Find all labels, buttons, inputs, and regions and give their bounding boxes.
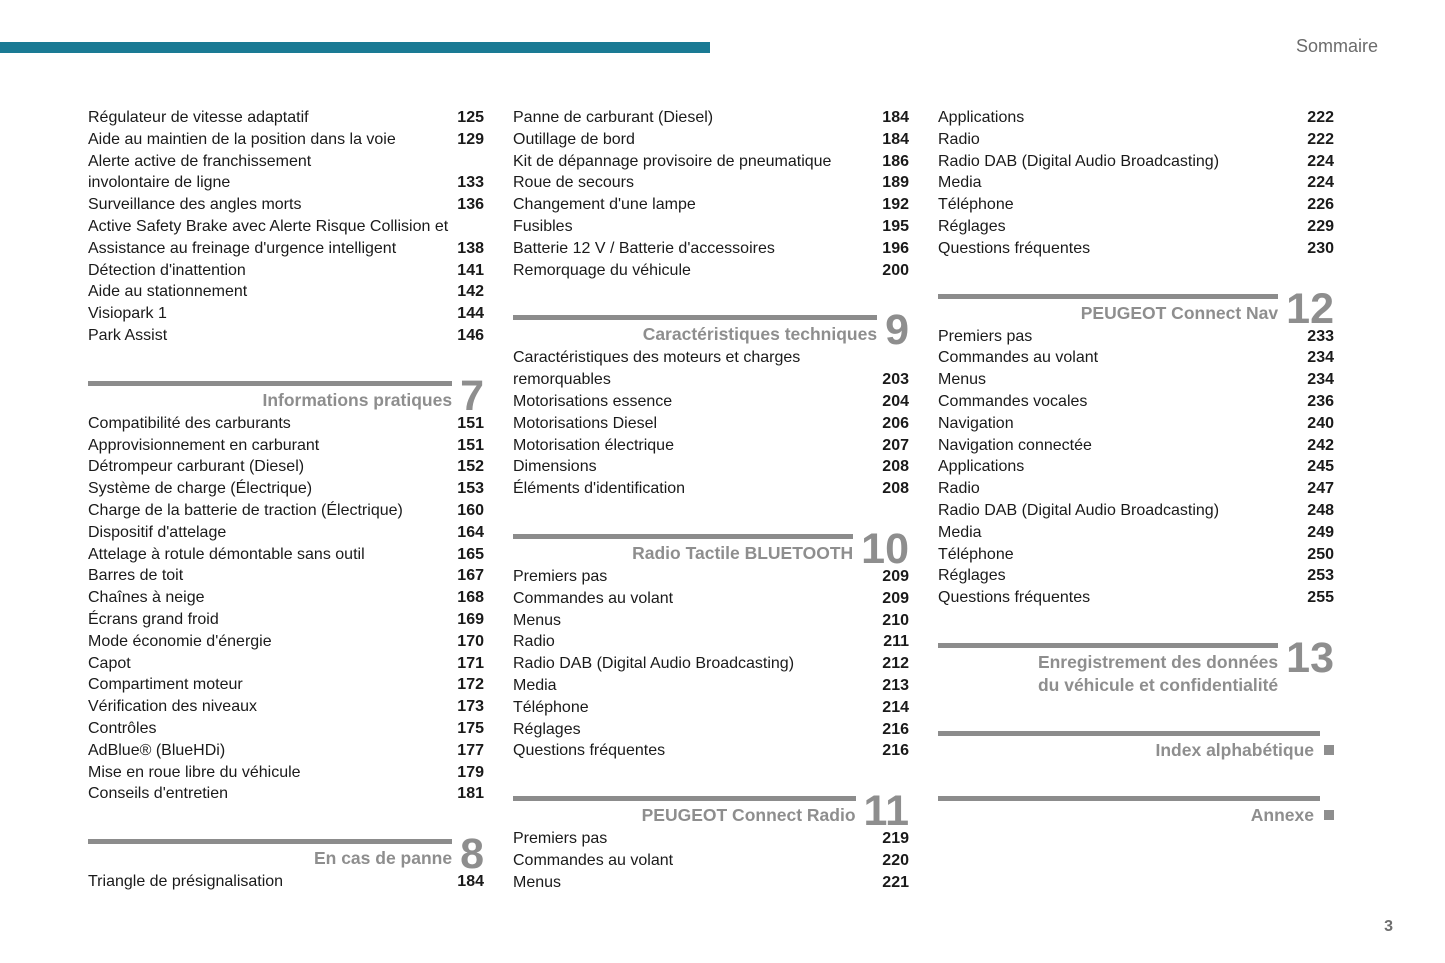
toc-entry xyxy=(513,216,909,238)
toc-entry xyxy=(938,544,1334,566)
toc-entry xyxy=(513,566,909,588)
section-header xyxy=(88,830,484,879)
section-title: Index alphabétique xyxy=(1155,739,1314,760)
section-title-line: Enregistrement des données xyxy=(1037,651,1279,672)
entry-page-number: 209 xyxy=(882,567,909,585)
entry-label: Téléphone xyxy=(938,545,1014,563)
toc-entry xyxy=(938,435,1334,457)
section-number: 8 xyxy=(460,830,484,879)
toc-entry xyxy=(513,740,909,762)
toc-entry xyxy=(88,107,484,129)
entry-label: Media xyxy=(938,174,982,192)
toc-entry xyxy=(513,653,909,675)
entry-label: Outillage de bord xyxy=(513,130,635,148)
entry-page-number: 192 xyxy=(882,196,909,214)
entry-page-number: 196 xyxy=(882,239,909,257)
entry-page-number: 219 xyxy=(882,830,909,848)
entry-page-number: 226 xyxy=(1307,196,1334,214)
entry-label: remorquables xyxy=(513,371,611,389)
toc-entry xyxy=(938,565,1334,587)
section-title xyxy=(938,648,1278,697)
section-header xyxy=(513,787,909,836)
section-header xyxy=(88,371,484,420)
toc-entry xyxy=(938,500,1334,522)
toc-entry xyxy=(88,871,484,893)
entry-label: Détrompeur carburant (Diesel) xyxy=(88,458,305,476)
entry-page-number: 245 xyxy=(1307,458,1334,476)
toc-entry xyxy=(513,435,909,457)
entry-label: Premiers pas xyxy=(938,327,1033,345)
entry-label: Commandes au volant xyxy=(513,589,674,607)
sommaire-label: Sommaire xyxy=(1295,36,1378,56)
entry-page-number: 208 xyxy=(882,458,909,476)
entry-page-number: 208 xyxy=(882,480,909,498)
entry-label: Remorquage du véhicule xyxy=(513,261,691,279)
entry-page-number: 212 xyxy=(882,655,909,673)
section-header xyxy=(513,306,909,355)
toc-entry xyxy=(88,260,484,282)
entry-page-number: 207 xyxy=(882,436,909,454)
entry-label: Système de charge (Électrique) xyxy=(88,480,313,498)
entry-label: Caractéristiques des moteurs et charges xyxy=(513,349,801,367)
entry-label: Questions fréquentes xyxy=(938,239,1091,257)
toc-entry xyxy=(88,129,484,151)
toc-entry xyxy=(88,478,484,500)
entry-page-number: 234 xyxy=(1307,371,1334,389)
entry-page-number: 184 xyxy=(882,130,909,148)
toc-entry xyxy=(88,456,484,478)
entry-label: Dispositif d'attelage xyxy=(88,523,227,541)
entry-page-number: 189 xyxy=(882,174,909,192)
section-head-left xyxy=(513,315,877,346)
entry-page-number: 165 xyxy=(457,545,484,563)
entry-label: Capot xyxy=(88,654,131,672)
toc-entry xyxy=(88,762,484,784)
section-title-line: du véhicule et confidentialité xyxy=(1037,674,1279,695)
section-head-left xyxy=(513,534,853,565)
entry-label: AdBlue® (BlueHDi) xyxy=(88,741,226,759)
entry-label: Écrans grand froid xyxy=(88,610,219,628)
entry-label: Radio xyxy=(938,480,980,498)
toc-entry xyxy=(513,129,909,151)
section-head-row xyxy=(513,306,909,355)
toc-column-1 xyxy=(88,107,484,894)
toc-entry xyxy=(513,391,909,413)
toc-entry xyxy=(88,783,484,805)
toc-entry xyxy=(88,216,484,238)
entry-page-number: 249 xyxy=(1307,523,1334,541)
entry-label: Réglages xyxy=(513,720,581,738)
entry-page-number: 151 xyxy=(457,414,484,432)
toc-entry xyxy=(938,347,1334,369)
entry-page-number: 184 xyxy=(882,109,909,126)
toc-entry xyxy=(88,303,484,325)
section-head-row xyxy=(938,284,1334,333)
entry-label: Commandes au volant xyxy=(938,349,1099,367)
toc-entry xyxy=(513,260,909,282)
entry-label: Aide au maintien de la position dans la voie xyxy=(88,130,396,148)
toc-entry xyxy=(513,872,909,894)
entry-page-number: 230 xyxy=(1307,239,1334,257)
section-header-plain xyxy=(938,796,1334,827)
section-title: Annexe xyxy=(1250,804,1314,825)
entry-page-number: 248 xyxy=(1307,501,1334,519)
entry-label: Alerte active de franchissement xyxy=(88,152,312,170)
toc-entry xyxy=(88,238,484,260)
section-header xyxy=(513,524,909,573)
entry-page-number: 169 xyxy=(457,610,484,628)
toc-entry xyxy=(513,347,909,369)
entry-page-number: 153 xyxy=(457,480,484,498)
toc-entry xyxy=(513,413,909,435)
entry-label: Commandes au volant xyxy=(513,851,674,869)
section-number: 9 xyxy=(885,306,909,355)
entry-page-number: 167 xyxy=(457,567,484,585)
toc-entry xyxy=(513,675,909,697)
toc-entry xyxy=(513,850,909,872)
entry-page-number: 170 xyxy=(457,632,484,650)
entry-page-number: 253 xyxy=(1307,567,1334,585)
entry-page-number: 204 xyxy=(882,392,909,410)
toc-entry xyxy=(938,391,1334,413)
section-title-line: PEUGEOT Connect Radio xyxy=(641,805,856,826)
entry-label: Vérification des niveaux xyxy=(88,698,257,716)
toc-entry xyxy=(513,456,909,478)
entry-page-number: 200 xyxy=(882,261,909,279)
toc-column-2 xyxy=(513,107,909,894)
entry-page-number: 213 xyxy=(882,676,909,694)
toc-entry xyxy=(938,522,1334,544)
toc-entry xyxy=(88,151,484,173)
section-head-row xyxy=(938,633,1334,697)
entry-label: Charge de la batterie de traction (Électrique) xyxy=(88,501,403,519)
toc-entry xyxy=(513,588,909,610)
entry-page-number: 146 xyxy=(457,326,484,344)
section-title xyxy=(88,844,452,870)
toc-entry xyxy=(88,653,484,675)
entry-label: Visiopark 1 xyxy=(88,305,167,323)
entry-page-number: 152 xyxy=(457,458,484,476)
square-marker-icon xyxy=(1324,745,1334,755)
entry-page-number: 141 xyxy=(457,261,484,279)
entry-label: Motorisation électrique xyxy=(513,436,674,454)
entry-label: Navigation connectée xyxy=(938,436,1092,454)
entry-page-number: 216 xyxy=(882,742,909,760)
toc-entry xyxy=(513,194,909,216)
toc-entry xyxy=(513,238,909,260)
entry-label: Motorisations Diesel xyxy=(513,414,658,432)
entry-page-number: 236 xyxy=(1307,392,1334,410)
entry-page-number: 255 xyxy=(1307,589,1334,607)
toc-entry xyxy=(938,194,1334,216)
toc-entry xyxy=(88,281,484,303)
entry-label: Media xyxy=(513,676,557,694)
entry-label: Mise en roue libre du véhicule xyxy=(88,763,301,781)
toc-entry xyxy=(938,129,1334,151)
entry-page-number: 234 xyxy=(1307,349,1334,367)
toc-entry xyxy=(938,238,1334,260)
entry-label: Approvisionnement en carburant xyxy=(88,436,320,454)
section-header xyxy=(938,633,1334,697)
entry-page-number: 224 xyxy=(1307,152,1334,170)
entry-label: Chaînes à neige xyxy=(88,589,205,607)
entry-page-number: 168 xyxy=(457,589,484,607)
entry-page-number: 221 xyxy=(882,873,909,891)
entry-label: Active Safety Brake avec Alerte Risque Collision et xyxy=(88,217,449,235)
page-number: 3 xyxy=(1384,918,1393,935)
entry-page-number: 222 xyxy=(1307,109,1334,126)
entry-label: Détection d'inattention xyxy=(88,261,246,279)
section-title-line: Radio Tactile BLUETOOTH xyxy=(632,542,854,563)
entry-label: Applications xyxy=(938,458,1025,476)
entry-page-number: 129 xyxy=(457,130,484,148)
toc-entry xyxy=(938,151,1334,173)
entry-page-number: 220 xyxy=(882,851,909,869)
section-head-row xyxy=(513,524,909,573)
entry-page-number: 125 xyxy=(457,109,484,126)
toc-entry xyxy=(88,172,484,194)
toc-entry xyxy=(513,369,909,391)
entry-page-number: 211 xyxy=(883,633,909,651)
toc-entry xyxy=(88,674,484,696)
entry-page-number: 214 xyxy=(882,698,909,716)
toc-entry xyxy=(88,565,484,587)
entry-page-number: 151 xyxy=(457,436,484,454)
entry-label: Surveillance des angles morts xyxy=(88,196,302,214)
toc-entry xyxy=(938,107,1334,129)
toc-entry xyxy=(938,216,1334,238)
entry-page-number: 133 xyxy=(457,174,484,192)
entry-label: Commandes vocales xyxy=(938,392,1088,410)
toc-entry xyxy=(88,413,484,435)
section-title xyxy=(513,801,856,827)
entry-page-number: 181 xyxy=(457,785,484,803)
entry-label: Motorisations essence xyxy=(513,392,673,410)
entry-page-number: 172 xyxy=(457,676,484,694)
toc-entry xyxy=(513,697,909,719)
entry-page-number: 184 xyxy=(457,873,484,891)
toc-entry xyxy=(513,107,909,129)
section-head-row xyxy=(88,371,484,420)
section-title-row xyxy=(938,736,1334,762)
entry-page-number: 209 xyxy=(882,589,909,607)
entry-page-number: 144 xyxy=(457,305,484,323)
entry-page-number: 177 xyxy=(457,741,484,759)
toc-entry xyxy=(513,719,909,741)
section-number: 11 xyxy=(863,787,909,836)
entry-page-number: 171 xyxy=(457,654,484,672)
entry-label: Aide au stationnement xyxy=(88,283,248,301)
section-head-left xyxy=(938,643,1278,697)
entry-label: Kit de dépannage provisoire de pneumatique xyxy=(513,152,832,170)
toc-entry xyxy=(88,544,484,566)
entry-page-number: 224 xyxy=(1307,174,1334,192)
entry-label: Menus xyxy=(513,873,562,891)
toc-entry xyxy=(88,435,484,457)
entry-page-number: 240 xyxy=(1307,414,1334,432)
entry-label: Compatibilité des carburants xyxy=(88,414,291,432)
toc-entry xyxy=(513,172,909,194)
entry-label: Barres de toit xyxy=(88,567,184,585)
entry-page-number: 160 xyxy=(457,501,484,519)
entry-page-number: 210 xyxy=(882,611,909,629)
toc-entry xyxy=(938,456,1334,478)
section-title-line: Caractéristiques techniques xyxy=(642,324,878,345)
entry-page-number: 229 xyxy=(1307,217,1334,235)
entry-page-number: 175 xyxy=(457,719,484,737)
entry-label: Panne de carburant (Diesel) xyxy=(513,109,714,126)
toc-entry xyxy=(938,478,1334,500)
section-title-row xyxy=(938,801,1334,827)
square-marker-icon xyxy=(1324,810,1334,820)
entry-label: Radio xyxy=(938,130,980,148)
entry-page-number: 164 xyxy=(457,523,484,541)
section-head-left xyxy=(513,796,856,827)
entry-page-number: 142 xyxy=(457,283,484,301)
section-number: 7 xyxy=(460,371,484,420)
section-head-left xyxy=(88,839,452,870)
entry-label: Premiers pas xyxy=(513,567,608,585)
entry-label: Fusibles xyxy=(513,217,573,235)
entry-label: Radio DAB (Digital Audio Broadcasting) xyxy=(938,152,1220,170)
entry-label: Contrôles xyxy=(88,719,157,737)
entry-label: Applications xyxy=(938,109,1025,126)
entry-page-number: 186 xyxy=(882,152,909,170)
section-header xyxy=(938,284,1334,333)
entry-label: Radio DAB (Digital Audio Broadcasting) xyxy=(938,501,1220,519)
toc-column-3 xyxy=(938,107,1334,894)
entry-label: Attelage à rotule démontable sans outil xyxy=(88,545,365,563)
toc-entry xyxy=(88,740,484,762)
toc-entry xyxy=(513,151,909,173)
toc-entry xyxy=(938,326,1334,348)
section-title xyxy=(513,539,853,565)
entry-label: Radio xyxy=(513,633,555,651)
entry-page-number: 195 xyxy=(882,217,909,235)
toc-entry xyxy=(88,587,484,609)
section-title xyxy=(938,299,1278,325)
section-header-plain xyxy=(938,731,1334,762)
toc-entry xyxy=(88,696,484,718)
toc-entry xyxy=(938,587,1334,609)
entry-label: Réglages xyxy=(938,567,1006,585)
toc-entry xyxy=(513,631,909,653)
toc-entry xyxy=(88,718,484,740)
entry-page-number: 222 xyxy=(1307,130,1334,148)
entry-page-number: 173 xyxy=(457,698,484,716)
entry-label: Questions fréquentes xyxy=(513,742,666,760)
section-number: 10 xyxy=(861,524,909,573)
entry-label: Changement d'une lampe xyxy=(513,196,696,214)
toc-entry xyxy=(88,631,484,653)
entry-page-number: 138 xyxy=(457,239,484,257)
entry-label: Menus xyxy=(513,611,562,629)
section-title-line: Informations pratiques xyxy=(262,389,453,410)
entry-label: Premiers pas xyxy=(513,830,608,848)
section-head-left xyxy=(938,294,1278,325)
section-title-line: PEUGEOT Connect Nav xyxy=(1080,302,1279,323)
entry-label: Radio DAB (Digital Audio Broadcasting) xyxy=(513,655,795,673)
toc-entry xyxy=(513,478,909,500)
entry-label: Conseils d'entretien xyxy=(88,785,229,803)
entry-label: Éléments d'identification xyxy=(513,480,686,498)
section-title xyxy=(88,386,452,412)
entry-label: Dimensions xyxy=(513,458,597,476)
entry-label: Media xyxy=(938,523,982,541)
entry-label: Téléphone xyxy=(513,698,589,716)
toc-entry xyxy=(88,194,484,216)
entry-page-number: 136 xyxy=(457,196,484,214)
entry-label: Navigation xyxy=(938,414,1014,432)
toc-entry xyxy=(88,500,484,522)
section-head-row xyxy=(513,787,909,836)
entry-label: Menus xyxy=(938,371,987,389)
entry-label: Téléphone xyxy=(938,196,1014,214)
entry-page-number: 179 xyxy=(457,763,484,781)
section-title xyxy=(513,320,877,346)
section-number: 13 xyxy=(1286,633,1334,682)
entry-page-number: 250 xyxy=(1307,545,1334,563)
toc-entry xyxy=(938,369,1334,391)
entry-label: involontaire de ligne xyxy=(88,174,231,192)
toc-columns xyxy=(88,107,1334,894)
entry-label: Compartiment moteur xyxy=(88,676,243,694)
entry-label: Roue de secours xyxy=(513,174,634,192)
entry-label: Réglages xyxy=(938,217,1006,235)
toc-entry xyxy=(938,413,1334,435)
toc-entry xyxy=(513,828,909,850)
section-title-line: En cas de panne xyxy=(313,848,453,869)
toc-entry xyxy=(513,610,909,632)
entry-page-number: 247 xyxy=(1307,480,1334,498)
entry-label: Questions fréquentes xyxy=(938,589,1091,607)
toc-entry xyxy=(88,325,484,347)
section-number: 12 xyxy=(1286,284,1334,333)
entry-page-number: 216 xyxy=(882,720,909,738)
toc-entry xyxy=(88,609,484,631)
toc-entry xyxy=(88,522,484,544)
entry-label: Batterie 12 V / Batterie d'accessoires xyxy=(513,239,775,257)
entry-page-number: 242 xyxy=(1307,436,1334,454)
teal-accent-bar xyxy=(0,42,710,53)
entry-page-number: 233 xyxy=(1307,327,1334,345)
entry-label: Park Assist xyxy=(88,326,168,344)
toc-entry xyxy=(938,172,1334,194)
entry-label: Régulateur de vitesse adaptatif xyxy=(88,109,309,126)
entry-label: Assistance au freinage d'urgence intelligent xyxy=(88,239,397,257)
section-head-left xyxy=(88,381,452,412)
entry-label: Triangle de présignalisation xyxy=(88,873,284,891)
entry-label: Mode économie d'énergie xyxy=(88,632,272,650)
entry-page-number: 206 xyxy=(882,414,909,432)
entry-page-number: 203 xyxy=(882,371,909,389)
section-head-row xyxy=(88,830,484,879)
